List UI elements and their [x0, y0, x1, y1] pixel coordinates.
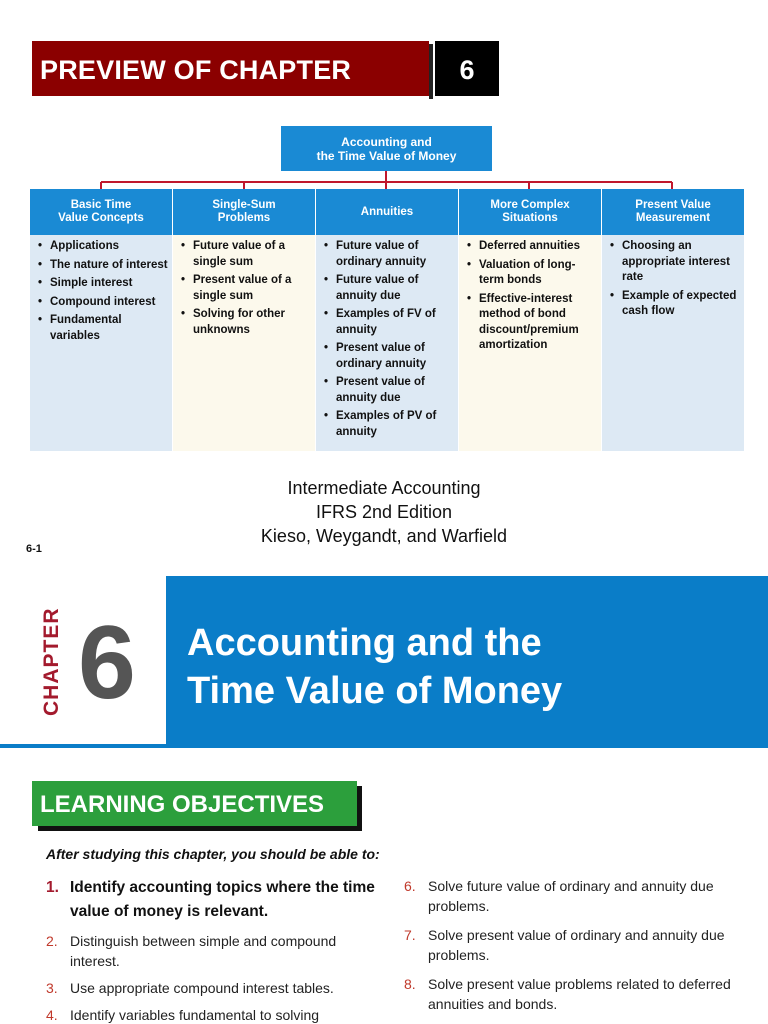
list-item: • Valuation of long-term bonds: [465, 258, 597, 289]
objective-number: 1.: [46, 879, 59, 896]
header-line: Basic Time: [70, 199, 132, 211]
org-root-line-2: the Time Value of Money: [316, 149, 457, 163]
objective-text: Distinguish between simple and compound interest.: [70, 933, 337, 969]
book-authors: Kieso, Weygandt, and Warfield: [260, 526, 508, 546]
objective-number: 7.: [404, 927, 416, 943]
preview-title: PREVIEW OF CHAPTER: [32, 41, 429, 96]
objective-item: [46, 931, 376, 971]
objective-text: Use appropriate compound interest tables.: [70, 980, 334, 996]
list-item: • Examples of FV of annuity: [322, 307, 454, 338]
objectives-intro: After studying this chapter, you should be able to:: [46, 846, 380, 862]
org-column-annuities: [316, 189, 458, 451]
list-item: • Present value of ordinary annuity: [322, 341, 454, 372]
list-item: • Present value of a single sum: [179, 273, 311, 304]
chapter-title-line-1: Accounting and the: [187, 622, 542, 664]
header-line: More Complex: [490, 199, 570, 211]
objectives-title: LEARNING OBJECTIVES: [32, 781, 357, 826]
objective-number: 2.: [46, 933, 58, 949]
objective-text: Solve present value problems related to deferred annuities and bonds.: [428, 976, 731, 1012]
objective-number: 4.: [46, 1007, 58, 1023]
header-line: Situations: [502, 212, 558, 224]
chapter-divider: [0, 744, 768, 748]
list-item: • Present value of annuity due: [322, 375, 454, 406]
list-item: • Deferred annuities: [465, 239, 597, 255]
book-edition: IFRS 2nd Edition: [315, 502, 453, 522]
org-column-body: [316, 235, 458, 451]
org-column-pv-measurement: [602, 189, 744, 451]
org-chart-root: [281, 126, 492, 171]
org-column-body: [173, 235, 315, 451]
list-item: • Solving for other unknowns: [179, 307, 311, 338]
org-column-header: [173, 189, 315, 235]
org-column-body: [602, 235, 744, 451]
objective-item: [46, 978, 376, 998]
chapter-word: CHAPTER: [40, 607, 63, 716]
list-item: • Example of expected cash flow: [608, 289, 740, 320]
objective-text: Identify variables fundamental to solving: [70, 1007, 320, 1023]
header-line: Problems: [217, 212, 271, 224]
objective-text: Identify accounting topics where the time value of money is relevant.: [70, 879, 375, 920]
objectives-banner-shadow: [357, 786, 362, 831]
objective-item: [404, 974, 744, 1014]
org-column-complex-situations: [459, 189, 601, 451]
org-root-line-1: Accounting and: [341, 135, 432, 149]
objective-item: [404, 925, 744, 965]
objective-item: [46, 1005, 376, 1024]
org-column-body: [30, 235, 172, 451]
header-line: Present Value: [635, 199, 711, 211]
preview-chapter-number: 6: [435, 41, 499, 96]
objective-item: [404, 876, 744, 916]
objective-number: 3.: [46, 980, 58, 996]
objective-item: [46, 876, 376, 924]
objective-number: 8.: [404, 976, 416, 992]
objective-text: Solve future value of ordinary and annuity due problems.: [428, 878, 714, 914]
org-column-header: [602, 189, 744, 235]
org-column-body: [459, 235, 601, 451]
slide-number: 6-1: [26, 543, 42, 555]
header-line: Annuities: [360, 205, 414, 218]
objective-number: 6.: [404, 878, 416, 894]
list-item: • The nature of interest: [36, 258, 168, 274]
org-column-header: [316, 189, 458, 235]
list-item: • Compound interest: [36, 295, 168, 311]
list-item: • Examples of PV of annuity: [322, 409, 454, 440]
header-line: Single-Sum: [212, 199, 276, 211]
header-line: Measurement: [635, 212, 711, 224]
chapter-number: 6: [78, 605, 136, 721]
list-item: • Fundamental variables: [36, 313, 168, 344]
chapter-title-line-2: Time Value of Money: [187, 670, 563, 712]
objectives-banner-shadow: [38, 826, 362, 831]
objective-text: Solve present value of ordinary and annuity due problems.: [428, 927, 725, 963]
book-info: [0, 476, 768, 548]
org-column-header: [30, 189, 172, 235]
org-column-basic-concepts: [30, 189, 172, 451]
org-column-single-sum: [173, 189, 315, 451]
list-item: • Applications: [36, 239, 168, 255]
list-item: • Future value of a single sum: [179, 239, 311, 270]
list-item: • Future value of annuity due: [322, 273, 454, 304]
header-line: Value Concepts: [58, 212, 144, 224]
objectives-left-column: [46, 876, 376, 1024]
chapter-title-panel: [166, 576, 768, 746]
list-item: • Future value of ordinary annuity: [322, 239, 454, 270]
objectives-right-column: [404, 876, 744, 1021]
list-item: • Simple interest: [36, 276, 168, 292]
org-column-header: [459, 189, 601, 235]
list-item: • Choosing an appropriate interest rate: [608, 239, 740, 286]
book-title: Intermediate Accounting: [287, 478, 481, 498]
list-item: • Effective-interest method of bond discount/premium amortization: [465, 292, 597, 354]
